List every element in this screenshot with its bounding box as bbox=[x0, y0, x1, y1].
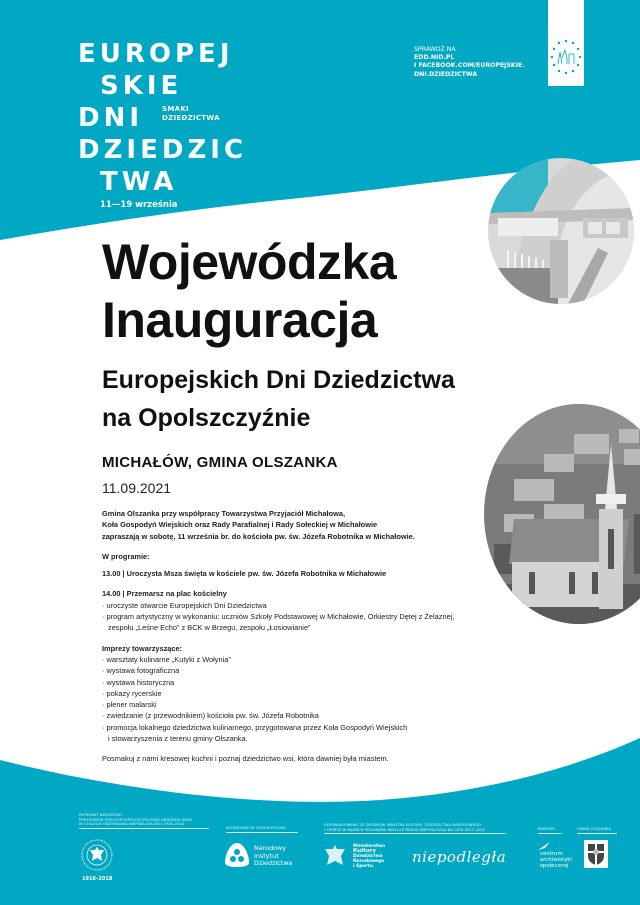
list-item bbox=[102, 710, 502, 721]
cas-arrow-icon bbox=[537, 841, 551, 851]
logo-word-3-text: DNI bbox=[78, 103, 144, 133]
edd-stars-logo-icon bbox=[548, 36, 584, 82]
partner-caption: PARTNER bbox=[538, 827, 562, 834]
patronage-caption-line-2: PREZYDENTA RZECZYPOSPOLITEJ POLSKIEJ ANDRZEJA DUDY bbox=[79, 817, 193, 822]
nid-logo-text bbox=[254, 845, 292, 868]
event-location: MICHAŁÓW, GMINA OLSZANKA bbox=[102, 454, 338, 471]
list-item-text: · program artystyczny w wykonaniu: uczniów Szkoły Podstawowej w Michałowie, Orkiestry Dętej z Żelaznej, bbox=[102, 612, 455, 622]
ministry-line-2: Kultury bbox=[353, 848, 377, 854]
list-item-continuation: i stowarzyszenia z terenu gminy Olszanka. bbox=[108, 734, 248, 744]
logo-word-3 bbox=[78, 102, 248, 134]
list-item bbox=[102, 600, 502, 611]
funding-caption-line-1: DOFINANSOWANO ZE ŚRODKÓW MINISTRA KULTURY, DZIEDZICTWA NARODOWEGO bbox=[324, 823, 481, 827]
list-item bbox=[102, 611, 502, 634]
nid-line-2: Instytut bbox=[254, 851, 279, 860]
tagline-line-2: DZIEDZICTWA bbox=[162, 114, 220, 122]
ministry-logo-text bbox=[353, 844, 385, 869]
subtitle-line-2: na Opolszczyźnie bbox=[102, 404, 311, 432]
list-item bbox=[102, 654, 502, 665]
website-link[interactable]: EDD.NID.PL bbox=[414, 54, 455, 62]
program-item-1300: 13.00 | Uroczysta Msza święta w kościele pw. św. Józefa Robotnika w Michałowie bbox=[102, 569, 387, 579]
program-item-1400-list bbox=[102, 600, 502, 634]
ministry-line-3: Dziedzictwa bbox=[353, 854, 383, 859]
church-interior-photo bbox=[488, 158, 634, 304]
patronage-years: 1918–2018 bbox=[82, 876, 113, 882]
cas-line-1: centrum bbox=[540, 851, 563, 857]
list-item-continuation: zespołu „Leśne Echo” z BCK w Brzegu, zespołu „Łosiowianie” bbox=[108, 623, 311, 633]
event-date: 11.09.2021 bbox=[102, 480, 172, 496]
nid-logo-icon bbox=[224, 842, 250, 868]
list-item bbox=[102, 722, 502, 745]
facebook-link-line-1[interactable]: I FACEBOOK.COM/EUROPEJSKIE. bbox=[414, 62, 525, 70]
ministry-eagle-icon bbox=[323, 843, 347, 869]
funding-caption-line-2: I SPORTU W RAMACH PROGRAMU WIELOLETNIEGO NIEPODLEGŁA NA LATA 2017–2022 bbox=[324, 827, 486, 832]
list-item-text: · plener malarski bbox=[102, 700, 157, 710]
logo-word-2: SKIE bbox=[100, 71, 183, 101]
logo-tagline bbox=[162, 105, 220, 123]
title-line-1: Wojewódzka bbox=[102, 234, 397, 290]
list-item-text: · warsztaty kulinarne „Kutyki z Wołynia” bbox=[102, 654, 231, 664]
list-item-text: · zwiedzanie (z przewodnikiem) kościoła pw. św. Józefa Robotnika bbox=[102, 711, 319, 721]
cas-line-2: archiwistyki bbox=[540, 857, 572, 863]
funding-caption bbox=[324, 823, 506, 834]
facebook-link-line-2[interactable]: DNI.DZIEDZICTWA bbox=[414, 70, 478, 78]
intro-line-2: Koła Gospodyń Wiejskich oraz Rady Parafialnej i Rady Sołeckiej w Michałowie bbox=[102, 520, 378, 530]
list-item bbox=[102, 665, 502, 676]
gmina-caption: GMINA OLSZANKA bbox=[577, 827, 617, 834]
closing-line: Posmakuj z nami kresowej kuchni i poznaj dziedzictwo wsi, która dawniej była miastem. bbox=[102, 754, 389, 764]
list-item-text: · wystawa fotograficzna bbox=[102, 666, 180, 676]
nid-line-1: Narodowy bbox=[254, 844, 287, 852]
events-heading: Imprezy towarzyszące: bbox=[102, 643, 183, 653]
program-heading: W programie: bbox=[102, 551, 150, 561]
title-line-2: Inauguracja bbox=[102, 292, 378, 348]
tagline-line-1: SMAKI bbox=[162, 105, 189, 113]
cas-line-3: społecznej bbox=[540, 863, 569, 869]
ministry-line-5: i Sportu. bbox=[353, 864, 375, 869]
footer-sponsors bbox=[0, 800, 640, 905]
list-item bbox=[102, 688, 502, 699]
list-item-text: · pokazy rycerskie bbox=[102, 688, 162, 698]
intro-line-1: Gmina Olszanka przy współpracy Towarzystwa Przyjaciół Michałowa, bbox=[102, 509, 346, 518]
patronage-caption-line-3: W STULECIE ODZYSKANIA NIEPODLEGŁOŚCI 1918–2018 bbox=[79, 822, 185, 827]
patronage-caption-line-1: PATRONAT NARODOWY bbox=[79, 813, 123, 817]
program-item-1400-heading: 14.00 | Przemarsz na plac kościelny bbox=[102, 589, 227, 599]
logo-word-4: DZIEDZIC bbox=[78, 135, 248, 165]
check-label: SPRAWDŹ NA bbox=[414, 46, 456, 53]
edd-stars-logo-box bbox=[548, 0, 584, 86]
edd-logo bbox=[78, 38, 248, 210]
list-item-text: · uroczyste otwarcie Europejskich Dni Dziedzictwa bbox=[102, 600, 267, 610]
list-item-text: · wystawa historyczna bbox=[102, 677, 175, 687]
list-item bbox=[102, 699, 502, 710]
ministry-line-1: Ministerstwo bbox=[353, 844, 386, 849]
coordinator-caption: KOORDYNATOR OGÓLNOPOLSKI bbox=[226, 826, 298, 833]
nid-line-3: Dziedzictwa bbox=[254, 859, 293, 868]
festival-dates: 11—19 września bbox=[100, 200, 178, 210]
list-item-text: · promocja lokalnego dziedzictwa kulinarnego, przygotowana przez Koła Gospodyń Wiejskich bbox=[102, 722, 408, 732]
ministry-line-4: Narodowego bbox=[353, 859, 385, 864]
gmina-olszanka-coat-of-arms-icon bbox=[584, 840, 608, 868]
events-list bbox=[102, 654, 502, 744]
polish-eagle-seal-icon bbox=[80, 838, 114, 872]
list-item bbox=[102, 677, 502, 688]
logo-word-1: EUROPEJ bbox=[78, 39, 234, 69]
niepodlegla-logo: niepodległa bbox=[412, 848, 507, 866]
cas-logo-text bbox=[540, 851, 572, 869]
event-description bbox=[102, 508, 502, 765]
subtitle-line-1: Europejskich Dni Dziedzictwa bbox=[102, 366, 455, 394]
logo-word-5: TWA bbox=[100, 167, 178, 197]
intro-line-3: zapraszają w sobotę, 11 września br. do kościoła pw. św. Józefa Robotnika w Michałowie. bbox=[102, 531, 415, 541]
check-info bbox=[414, 46, 525, 79]
patronage-caption bbox=[79, 813, 209, 829]
